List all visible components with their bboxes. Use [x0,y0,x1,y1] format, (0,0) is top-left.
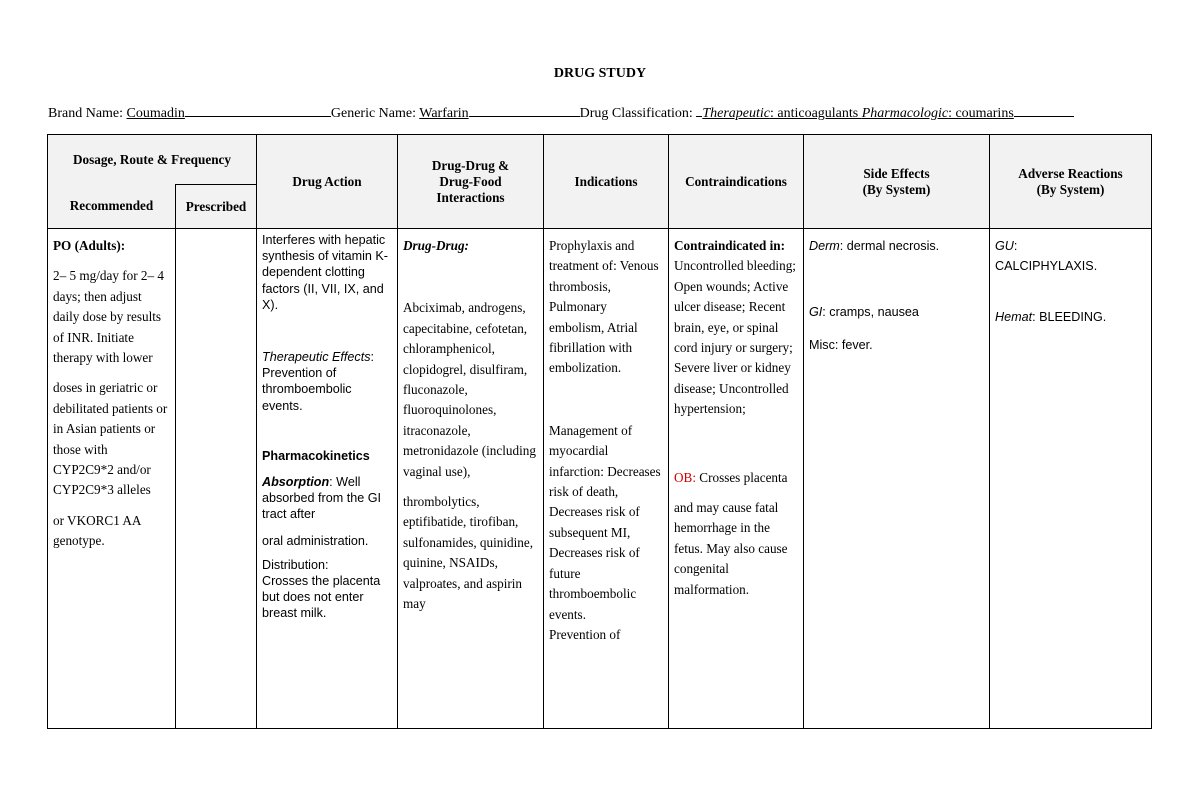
side-effects-header-line: (By System) [862,181,931,197]
therapeutic-value: : anticoagulants [769,106,862,121]
side-effects-cell [804,229,990,729]
absorption-label: Absorption [262,475,330,490]
side-effects-header [804,135,990,229]
therapeutic-effects-label: Therapeutic Effects [262,350,371,365]
hemat-text: : BLEEDING. [1032,309,1107,324]
dosage-header: Dosage, Route & Frequency [48,135,257,185]
brand-value: Coumadin [126,106,185,121]
contraindicated-heading: Contraindicated in: [674,238,785,253]
pharmacologic-value: : coumarins [948,106,1014,121]
drug-drug-heading: Drug-Drug: [403,238,469,253]
interactions-header-line: Drug-Drug & [431,157,510,173]
gu-label: GU [995,239,1014,253]
dosage-text: 2– 5 mg/day for 2– 4 days; then adjust daily dose by results of INR. Initiate therapy with lower [53,268,164,366]
interactions-header-line: Drug-Food [439,173,502,189]
gi-text: : cramps, nausea [822,305,919,320]
prescribed-header: Prescribed [176,185,257,229]
indications-header: Indications [544,135,669,229]
contraindications-text: and may cause fatal hemorrhage in the fetus. May also cause congenital malformation. [674,500,788,597]
drug-info-line [48,104,1152,122]
indications-text: Management of myocardial infarction: Decreases risk of death, Decreases risk of subsequent MI, Decreases risk of future thromboembolic events. [549,422,661,622]
interactions-list: Abciximab, androgens, capecitabine, cefotetan, chloramphenicol, clopidogrel, disulfiram, fluconazole, fluoroquinolones, itraconazole, metronidazole (including vaginal use), [403,300,536,479]
blank-line [1014,104,1074,117]
absorption-text: : Well absorbed from the GI tract after [262,475,382,522]
distribution-text: Crosses the placenta but does not enter breast milk. [262,574,381,621]
pharmacokinetics-heading: Pharmacokinetics [262,448,370,463]
pharmacologic-label: Pharmacologic [861,106,949,121]
blank-line [185,104,331,117]
hemat-label: Hemat [995,309,1033,324]
route-heading: PO (Adults): [53,238,126,253]
dosage-text: doses in geriatric or debilitated patients or in Asian patients or those with CYP2C9*2 and/or CYP2C9*3 alleles [53,380,168,498]
drug-study-table [47,134,1152,729]
gu-text: : [1013,239,1018,253]
interactions-header [398,135,544,229]
therapeutic-effects-text: Prevention of thromboembolic events. [262,366,352,413]
action-cell: Interferes with hepatic synthesis of vitamin K-dependent clotting factors (II, VII, IX, and X). Therapeutic Effects: Prevention of thromboembolic events. Pharmacokinetics Absorption: Well absorbed from the GI tract after oral administration. Distribution: Crosses the placenta but does not enter breast milk. [257,229,398,729]
blank-line [469,104,580,117]
adverse-header [990,135,1152,229]
ob-label: OB: [674,469,696,485]
interactions-list: thrombolytics, eptifibatide, tirofiban, sulfonamides, quinidine, quinine, NSAIDs, valproates, and aspirin may [403,494,534,612]
recommended-cell [48,229,176,729]
prescribed-cell [176,229,257,729]
adverse-header-line: (By System) [1036,181,1105,197]
dosage-text: or VKORC1 AA genotype. [53,512,141,549]
therapeutic-label: Therapeutic [702,106,770,121]
gu-value: CALCIPHYLAXIS. [995,259,1098,274]
derm-label: Derm [809,239,840,253]
contraindications-cell [669,229,804,729]
generic-label: Generic Name: [330,106,420,121]
indications-text: Prevention of [549,626,621,642]
distribution-label: Distribution: [262,557,329,572]
side-effects-header-line: Side Effects [863,165,930,181]
interactions-cell [398,229,544,729]
derm-text: : dermal necrosis. [839,239,940,253]
document-title: DRUG STUDY [553,66,647,81]
misc-text: Misc: fever. [809,337,873,352]
oral-text: oral administration. [262,533,369,548]
generic-value: Warfarin [419,106,469,121]
interactions-header-line: Interactions [436,189,505,205]
adverse-header-line: Adverse Reactions [1018,165,1123,181]
indications-text: Prophylaxis and treatment of: Venous thrombosis, Pulmonary embolism, Atrial fibrillation with embolization. [549,238,659,376]
classification-label: Drug Classification: [579,106,697,121]
gi-label: GI [809,305,823,320]
contraindications-header: Contraindications [669,135,804,229]
contraindications-text: Uncontrolled bleeding; Open wounds; Active ulcer disease; Recent brain, eye, or spinal cord injury or surgery; Severe liver or kidney disease; Uncontrolled hypertension; [674,258,796,417]
ob-text: Crosses placenta [695,469,788,485]
action-header: Drug Action [257,135,398,229]
indications-cell [544,229,669,729]
recommended-header: Recommended [48,185,176,229]
action-text: Interferes with hepatic synthesis of vitamin K-dependent clotting factors (II, VII, IX, and X). [262,233,388,312]
brand-label: Brand Name: [48,106,127,121]
adverse-cell [990,229,1152,729]
